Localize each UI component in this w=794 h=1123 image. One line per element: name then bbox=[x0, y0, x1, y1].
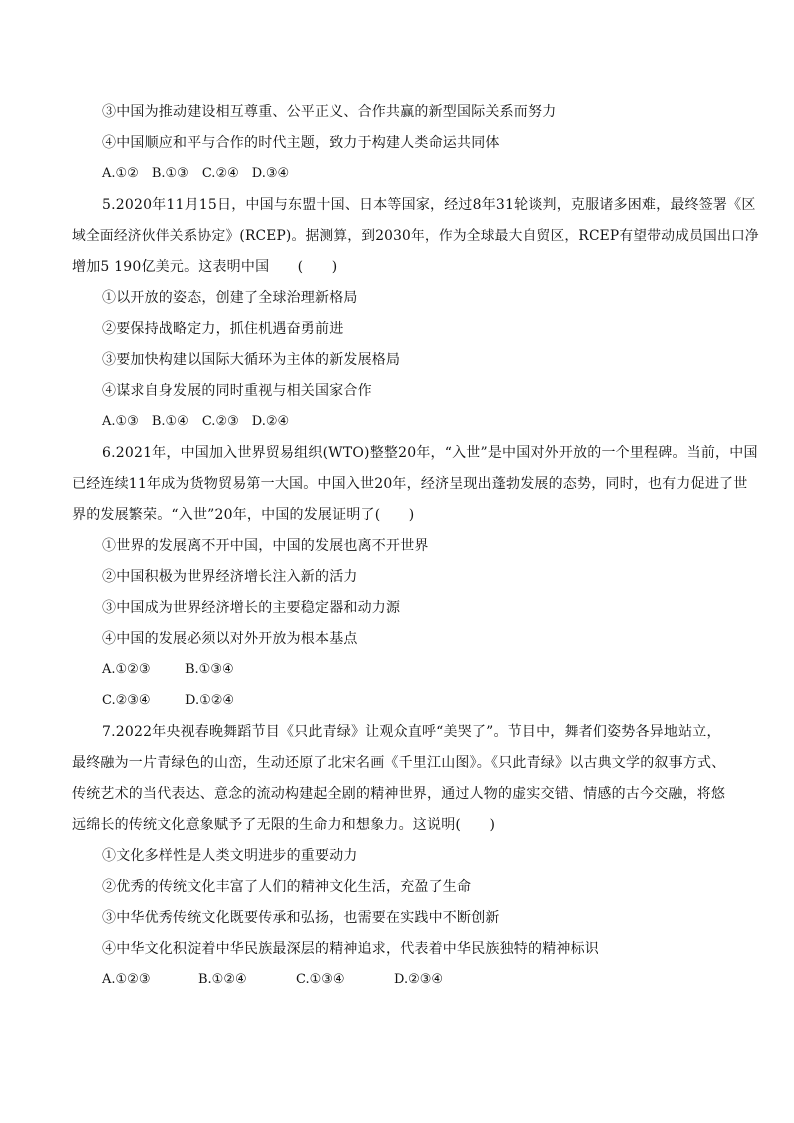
q6-option-c: C.②③④ bbox=[102, 693, 151, 708]
q7-item-3: ③中华优秀传统文化既要传承和弘扬，也需要在实践中不断创新 bbox=[102, 910, 500, 926]
q6-item-4: ④中国的发展必须以对外开放为根本基点 bbox=[102, 631, 358, 647]
q7-stem-line-1: 7.2022年央视春晚舞蹈节目《只此青绿》让观众直呼“美哭了”。节目中，舞者们姿势各异地站立， bbox=[102, 724, 721, 740]
q5-item-3: ③要加快构建以国际大循环为主体的新发展格局 bbox=[102, 352, 401, 368]
q6-option-b: B.①③④ bbox=[185, 662, 234, 677]
q5-stem-line-2: 域全面经济伙伴关系协定》(RCEP)。据测算，到2030年，作为全球最大自贸区，RCEP有望带动成员国出口净 bbox=[72, 228, 759, 244]
q6-stem-line-2: 已经连续11年成为货物贸易第一大国。中国入世20年，经济呈现出蓬勃发展的态势，同时，也有力促进了世 bbox=[72, 476, 748, 492]
q7-stem-line-3: 传统艺术的当代表达、意念的流动构建起全剧的精神世界，通过人物的虚实交错、情感的古今交融，将悠 bbox=[72, 786, 726, 802]
q6-item-1: ①世界的发展离不开中国，中国的发展也离不开世界 bbox=[102, 538, 429, 554]
q6-stem-line-1: 6.2021年，中国加入世界贸易组织(WTO)整整20年，“入世”是中国对外开放的一个里程碑。当前，中国 bbox=[102, 445, 758, 461]
q5-stem-line-3: 增加5 190亿美元。这表明中国 ( ) bbox=[72, 259, 338, 275]
q5-item-1: ①以开放的姿态，创建了全球治理新格局 bbox=[102, 290, 358, 306]
q4-item-4: ④中国顺应和平与合作的时代主题，致力于构建人类命运共同体 bbox=[102, 135, 500, 151]
q7-option-b: B.①②④ bbox=[198, 972, 247, 987]
q6-stem-line-3: 界的发展繁荣。“入世”20年，中国的发展证明了( ) bbox=[72, 507, 415, 523]
q5-item-4: ④谋求自身发展的同时重视与相关国家合作 bbox=[102, 383, 372, 399]
q5-item-2: ②要保持战略定力，抓住机遇奋勇前进 bbox=[102, 321, 344, 337]
q5-options: A.①③ B.①④ C.②③ D.②④ bbox=[102, 414, 290, 429]
q7-item-2: ②优秀的传统文化丰富了人们的精神文化生活，充盈了生命 bbox=[102, 879, 472, 895]
q7-option-d: D.②③④ bbox=[394, 972, 444, 987]
q7-stem-line-4: 远绵长的传统文化意象赋予了无限的生命力和想象力。这说明( ) bbox=[72, 817, 496, 833]
q5-stem-line-1: 5.2020年11月15日，中国与东盟十国、日本等国家，经过8年31轮谈判，克服诸多困难，最终签署《区 bbox=[102, 197, 756, 213]
q6-option-d: D.①②④ bbox=[185, 693, 235, 708]
q6-option-a: A.①②③ bbox=[102, 662, 151, 677]
q6-item-3: ③中国成为世界经济增长的主要稳定器和动力源 bbox=[102, 600, 401, 616]
q4-item-3: ③中国为推动建设相互尊重、公平正义、合作共赢的新型国际关系而努力 bbox=[102, 104, 557, 120]
q6-item-2: ②中国积极为世界经济增长注入新的活力 bbox=[102, 569, 358, 585]
q4-options: A.①② B.①③ C.②④ D.③④ bbox=[102, 166, 290, 181]
q7-option-c: C.①③④ bbox=[296, 972, 345, 987]
q7-item-1: ①文化多样性是人类文明进步的重要动力 bbox=[102, 848, 358, 864]
q7-option-a: A.①②③ bbox=[102, 972, 151, 987]
q7-stem-line-2: 最终融为一片青绿色的山峦，生动还原了北宋名画《千里江山图》。《只此青绿》以古典文学的叙事方式、 bbox=[72, 755, 726, 771]
q7-item-4: ④中华文化积淀着中华民族最深层的精神追求，代表着中华民族独特的精神标识 bbox=[102, 941, 599, 957]
